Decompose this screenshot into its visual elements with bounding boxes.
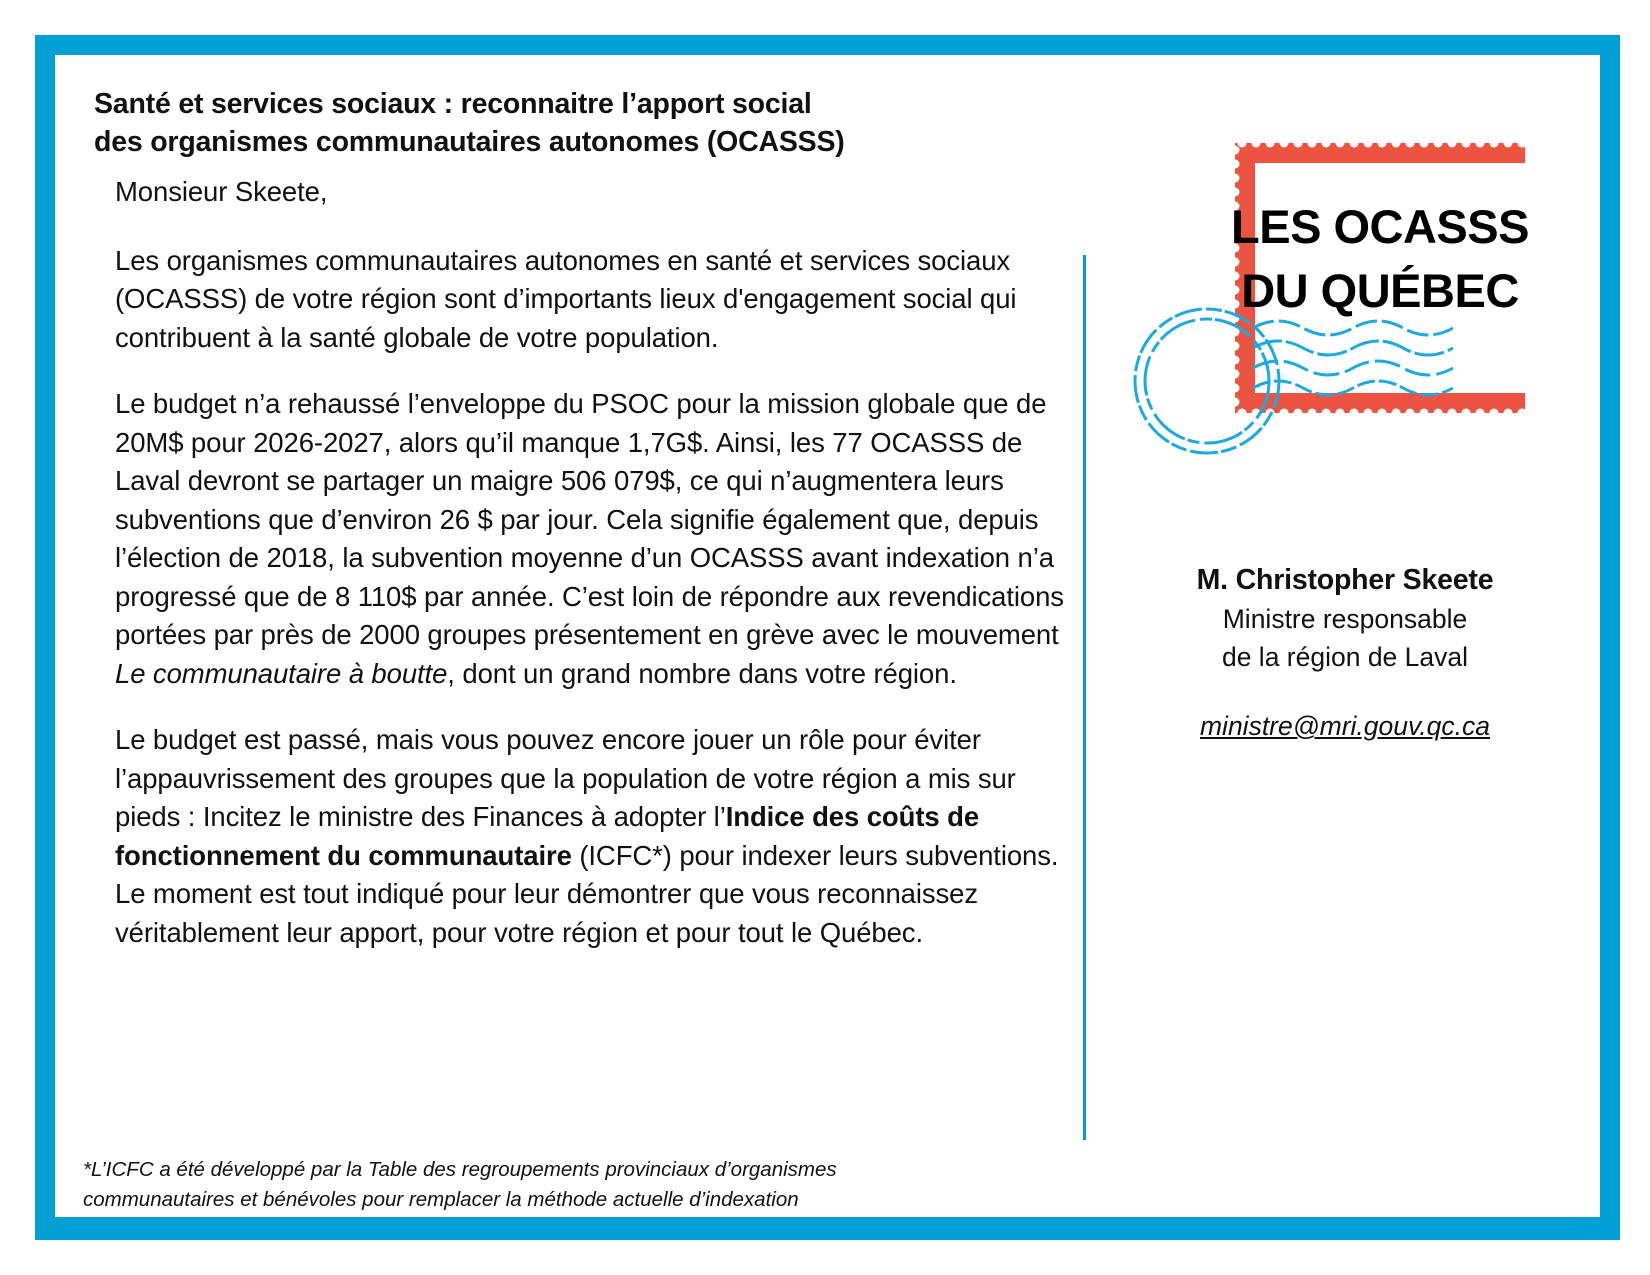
paragraph-2-text-b: , dont un grand nombre dans votre région. bbox=[447, 657, 957, 689]
letter-body bbox=[115, 173, 1065, 980]
title-line-1: Santé et services sociaux : reconnaitre l’apport social bbox=[94, 88, 812, 120]
stamp-line-1: LES OCASSS bbox=[1231, 200, 1529, 253]
postcard bbox=[55, 55, 1600, 1217]
recipient-block bbox=[1145, 560, 1545, 744]
recipient-role-line-2: de la région de Laval bbox=[1221, 642, 1469, 672]
stamp bbox=[1125, 113, 1529, 463]
postcard-title bbox=[94, 85, 994, 161]
paragraph-3-text-a: Le budget est passé, mais vous pouvez encore jouer un rôle pour éviter l’appauvrissement des groupes que la population de votre région a mis sur pieds : Incitez le ministre des Finances à adopter l’ bbox=[115, 724, 1016, 832]
title-line-2: des organismes communautaires autonomes (OCASSS) bbox=[94, 126, 845, 158]
address-divider bbox=[1083, 255, 1086, 1140]
recipient-name: M. Christopher Skeete bbox=[1196, 564, 1494, 596]
footnote-line-2: communautaires et bénévoles pour remplacer la méthode actuelle d’indexation bbox=[83, 1188, 799, 1211]
stamp-label bbox=[1225, 195, 1535, 323]
stamp-line-2: DU QUÉBEC bbox=[1241, 264, 1519, 317]
recipient-email-link[interactable]: ministre@mri.gouv.qc.ca bbox=[1199, 711, 1490, 741]
paragraph-2 bbox=[115, 385, 1065, 693]
paragraph-2-text-a: Le budget n’a rehaussé l’enveloppe du PSOC pour la mission globale que de 20M$ pour 2026-2027, alors qu’il manque 1,7G$. Ainsi, les 77 OCASSS de Laval devront se partager un maigre 506 079$, ce qui n’augmentera leurs subventions que d’environ 26 $ par jour. Cela signifie également que, depuis l’élection de 2018, la subvention moyenne d’un OCASSS avant indexation n’a progressé que de 8 110$ par année. C’est loin de répondre aux revendications portées par près de 2000 groupes présentement en grève avec le mouvement bbox=[115, 388, 1064, 650]
footnote bbox=[83, 1155, 1023, 1215]
footnote-line-1: *L’ICFC a été développé par la Table des regroupements provinciaux d’organismes bbox=[83, 1158, 837, 1181]
paragraph-3 bbox=[115, 721, 1065, 952]
movement-name: Le communautaire à boutte bbox=[115, 657, 448, 689]
postcard-frame bbox=[35, 35, 1620, 1240]
salutation: Monsieur Skeete, bbox=[115, 176, 328, 207]
recipient-role-line-1: Ministre responsable bbox=[1222, 604, 1468, 634]
paragraph-3-text-b: (ICFC*) pour indexer leurs subventions. Le moment est tout indiqué pour leur démontrer que vous reconnaissez véritablement leur apport, pour votre région et pour tout le Québec. bbox=[115, 839, 1059, 948]
paragraph-1: Les organismes communautaires autonomes en santé et services sociaux (OCASSS) de votre région sont d’importants lieux d'engagement social qui contribuent à la santé globale de votre population. bbox=[115, 244, 1017, 353]
icfc-name: Indice des coûts de fonctionnement du communautaire bbox=[115, 801, 980, 871]
